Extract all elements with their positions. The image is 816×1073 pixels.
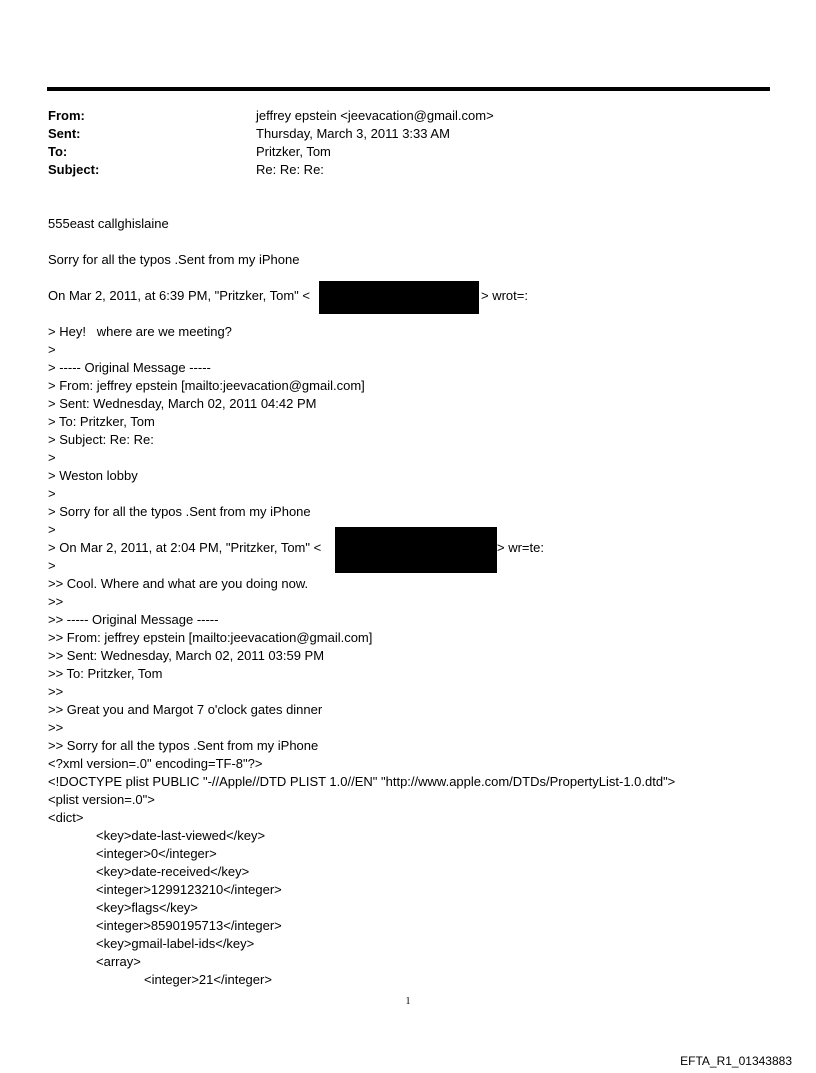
body-line: Sorry for all the typos .Sent from my iPhone [48, 252, 300, 267]
quoted-line: > [48, 342, 56, 357]
xml-line: <plist version=.0"> [48, 792, 155, 807]
subject-row [48, 161, 748, 179]
xml-line: <key>gmail-label-ids</key> [96, 936, 255, 951]
xml-line: <!DOCTYPE plist PUBLIC "-//Apple//DTD PLIST 1.0//EN" "http://www.apple.com/DTDs/PropertyList-1.0.dtd"> [48, 774, 676, 789]
quoted-line: > wr=te: [497, 540, 544, 555]
to-label: To: [48, 144, 68, 159]
quoted-line: > [48, 450, 56, 465]
quoted-line: > Hey! where are we meeting? [48, 324, 232, 339]
xml-line: <?xml version=.0" encoding=TF-8"?> [48, 756, 263, 771]
xml-line: <key>date-last-viewed</key> [96, 828, 266, 843]
quoted-line: >> To: Pritzker, Tom [48, 666, 163, 681]
body-line: On Mar 2, 2011, at 6:39 PM, "Pritzker, Tom" < [48, 288, 310, 303]
document-id: EFTA_R1_01343883 [680, 1054, 792, 1068]
quoted-line: > ----- Original Message ----- [48, 360, 211, 375]
quoted-line: >> Great you and Margot 7 o'clock gates dinner [48, 702, 323, 717]
xml-line: <integer>0</integer> [96, 846, 217, 861]
quoted-line: > On Mar 2, 2011, at 2:04 PM, "Pritzker, Tom" < [48, 540, 322, 555]
quoted-line: >> [48, 720, 64, 735]
quoted-line: > [48, 522, 56, 537]
quoted-line: >> ----- Original Message ----- [48, 612, 219, 627]
header-rule [47, 87, 770, 91]
xml-line: <integer>1299123210</integer> [96, 882, 282, 897]
quoted-line: > Sent: Wednesday, March 02, 2011 04:42 PM [48, 396, 317, 411]
subject-label: Subject: [48, 162, 100, 177]
quoted-line: > Weston lobby [48, 468, 138, 483]
quoted-line: > From: jeffrey epstein [mailto:jeevacation@gmail.com] [48, 378, 365, 393]
body-line: > wrot=: [481, 288, 528, 303]
quoted-line: > Subject: Re: Re: [48, 432, 154, 447]
quoted-line: >> Cool. Where and what are you doing now. [48, 576, 309, 591]
sent-value: Thursday, March 3, 2011 3:33 AM [256, 126, 450, 141]
quoted-line: > To: Pritzker, Tom [48, 414, 155, 429]
from-label: From: [48, 108, 85, 123]
quoted-line: > Sorry for all the typos .Sent from my iPhone [48, 504, 311, 519]
xml-line: <key>date-received</key> [96, 864, 250, 879]
from-value: jeffrey epstein <jeevacation@gmail.com> [256, 108, 494, 123]
quoted-line: >> [48, 684, 64, 699]
quoted-line: >> From: jeffrey epstein [mailto:jeevacation@gmail.com] [48, 630, 373, 645]
quoted-line: > [48, 486, 56, 501]
body-line: 555east callghislaine [48, 216, 169, 231]
sent-row [48, 125, 748, 143]
from-row [48, 107, 748, 125]
to-row [48, 143, 748, 161]
quoted-line: >> Sorry for all the typos .Sent from my iPhone [48, 738, 319, 753]
xml-line: <key>flags</key> [96, 900, 198, 915]
xml-line: <dict> [48, 810, 84, 825]
to-value: Pritzker, Tom [256, 144, 331, 159]
quoted-line: >> Sent: Wednesday, March 02, 2011 03:59 PM [48, 648, 325, 663]
xml-line: <integer>21</integer> [144, 972, 272, 987]
xml-line: <array> [96, 954, 141, 969]
subject-value: Re: Re: Re: [256, 162, 324, 177]
quoted-line: > [48, 558, 56, 573]
xml-line: <integer>8590195713</integer> [96, 918, 282, 933]
redaction-box [319, 281, 479, 314]
quoted-line: >> [48, 594, 64, 609]
page-number: 1 [405, 996, 411, 1007]
redaction-box [335, 527, 497, 573]
sent-label: Sent: [48, 126, 81, 141]
